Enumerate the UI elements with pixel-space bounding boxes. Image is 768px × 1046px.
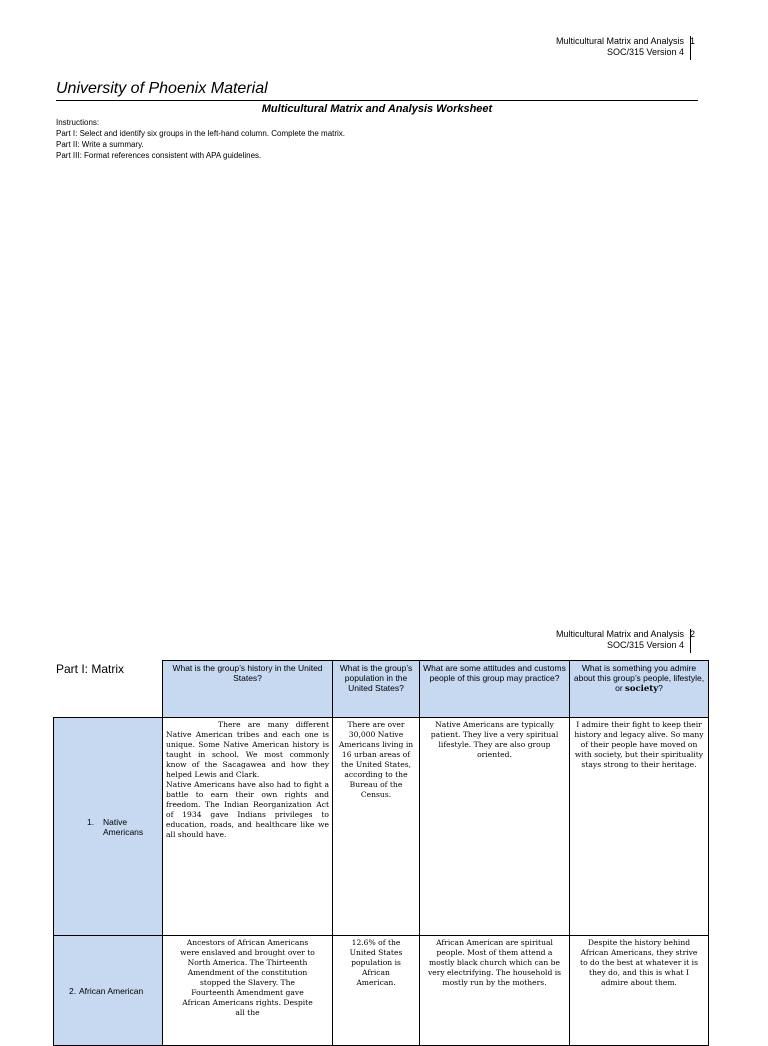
column-header: What are some attitudes and customs people of this group may practice? [420, 661, 570, 718]
population-cell: There are over 30,000 Native Americans living in 16 urban areas of the United States, according to the Bureau of the Census. [333, 718, 420, 936]
admire-cell: I admire their fight to keep their history and legacy alive. So many of their people have moved on with society, but their spirituality stays strong to their heritage. [570, 718, 709, 936]
attitudes-cell: Native Americans are typically patient. They live a very spiritual lifestyle. They are also group oriented. [420, 718, 570, 936]
instructions-line: Part II: Write a summary. [56, 140, 144, 149]
group-name: Native Americans [103, 816, 144, 837]
history-paragraph: Ancestors of African Americans were enslaved and brought over to North America. The Thirteenth Amendment of the constitution stopped the Slavery. The Fourteenth Amendment gave African Americans rights. Despite all the [180, 938, 315, 1017]
matrix-corner [54, 661, 163, 718]
history-paragraph: There are many different Native American tribes and each one is unique. Some Native American history is taught in school. We most commonly know of the Sacagawea and how they helped Lewis and Clark. [166, 720, 329, 779]
population-text: 12.6% of the United States population is African American. [349, 938, 403, 987]
multicultural-matrix [53, 660, 709, 1046]
group-name: African American [79, 985, 144, 996]
history-cell [163, 718, 333, 936]
admire-cell [570, 936, 709, 1046]
heading-rule [56, 100, 698, 101]
page-number: 1 [690, 36, 696, 46]
admire-text: Despite the history behind African Americans, they strive to do the best at whatever it is they do, and this is what I admire about them. [580, 938, 698, 987]
matrix-row [54, 936, 709, 1046]
matrix-row [54, 718, 709, 936]
instructions-line: Part I: Select and identify six groups in the left-hand column. Complete the matrix. [56, 129, 346, 138]
header-title: Multicultural Matrix and Analysis [555, 36, 684, 46]
column-header [570, 661, 709, 718]
column-header-emphasis: society [625, 684, 659, 694]
part-label: Part I: Matrix [56, 662, 125, 676]
worksheet-title: Multicultural Matrix and Analysis Worksheet [261, 103, 493, 115]
group-cell [54, 718, 163, 936]
instructions [56, 117, 345, 161]
header-course: SOC/315 Version 4 [606, 640, 684, 650]
group-number: 1. [87, 816, 95, 827]
column-header: What is the group’s history in the United States? [163, 661, 333, 718]
column-header-text: What is something you admire about this group’s people, lifestyle, or [573, 663, 705, 693]
page2-running-header [556, 629, 684, 651]
column-header-text: ? [658, 683, 663, 693]
population-cell [333, 936, 420, 1046]
material-heading: University of Phoenix Material [56, 80, 268, 97]
instructions-line: Part III: Format references consistent with APA guidelines. [56, 151, 262, 160]
page1-running-header [556, 36, 684, 58]
history-paragraph: Native Americans have also had to fight a battle to earn their own rights and freedom. The Indian Reorganization Act of 1934 gave Indians privileges to education, roads, and healthcare like we all should have. [166, 780, 329, 839]
column-header: What is the group’s population in the United States? [333, 661, 420, 718]
matrix-header-row [54, 661, 709, 718]
header-title: Multicultural Matrix and Analysis [555, 629, 684, 639]
instructions-line: Instructions: [56, 118, 100, 127]
group-cell [54, 936, 163, 1046]
page-number: 2 [690, 629, 696, 639]
attitudes-cell: African American are spiritual people. Most of them attend a mostly black church which can be very electrifying. The household is mostly run by the mothers. [420, 936, 570, 1046]
header-course: SOC/315 Version 4 [606, 47, 684, 57]
group-number: 2. [69, 985, 77, 996]
history-cell [163, 936, 333, 1046]
